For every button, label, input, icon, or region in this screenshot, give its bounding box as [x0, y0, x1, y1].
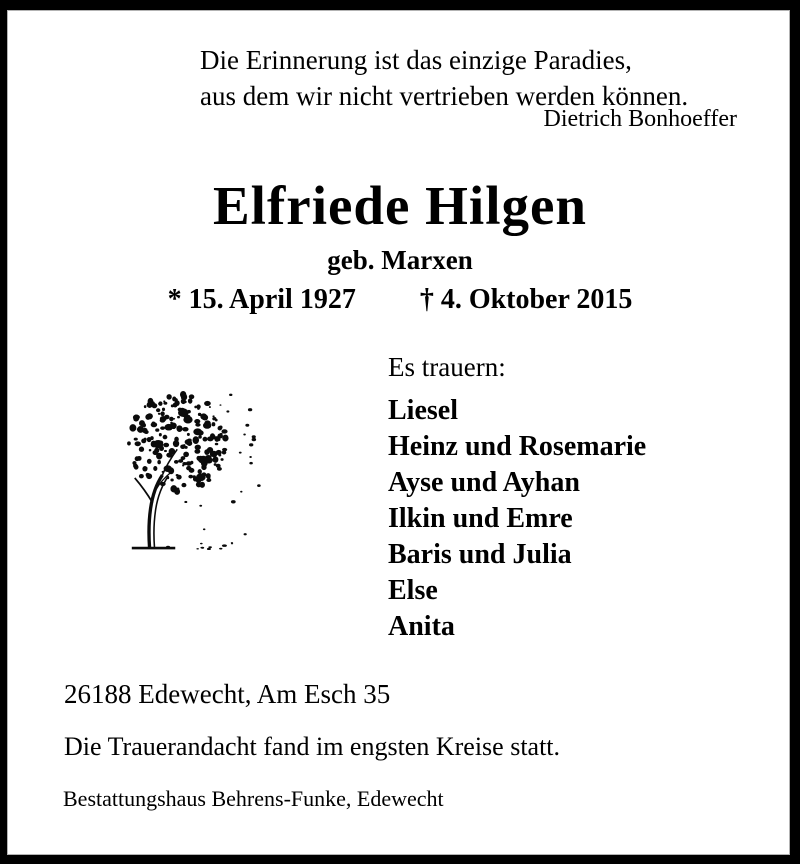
memorial-quote: [200, 42, 688, 114]
quote-attribution: Dietrich Bonhoeffer: [543, 106, 737, 132]
mourner-name: Anita: [388, 611, 455, 642]
tree-with-falling-leaves-icon: [116, 386, 274, 564]
quote-line-2: aus dem wir nicht vertrieben werden können.: [200, 81, 689, 111]
quote-line-1: Die Erinnerung ist das einzige Paradies,: [200, 45, 632, 75]
service-note: Die Trauerandacht fand im engsten Kreise statt.: [64, 732, 561, 761]
birth-date: * 15. April 1927: [167, 284, 356, 315]
deceased-name: Elfriede Hilgen: [213, 175, 587, 236]
mourner-name: Liesel: [388, 395, 458, 426]
address-line: 26188 Edewecht, Am Esch 35: [64, 679, 391, 709]
mourner-name: Baris und Julia: [388, 539, 572, 570]
mourner-name: Heinz und Rosemarie: [388, 431, 647, 462]
life-dates: [0, 284, 800, 316]
funeral-home-line: Bestattungshaus Behrens-Funke, Edewecht: [63, 786, 444, 811]
mourner-name: Ilkin und Emre: [388, 503, 573, 534]
mourner-name: Ayse und Ayhan: [388, 467, 580, 498]
deceased-birth-name: geb. Marxen: [327, 245, 473, 275]
mourner-name: Else: [388, 575, 438, 606]
mourners-intro: Es trauern:: [388, 352, 506, 382]
death-date: † 4. Oktober 2015: [419, 284, 633, 315]
mourners-list: [388, 393, 646, 645]
